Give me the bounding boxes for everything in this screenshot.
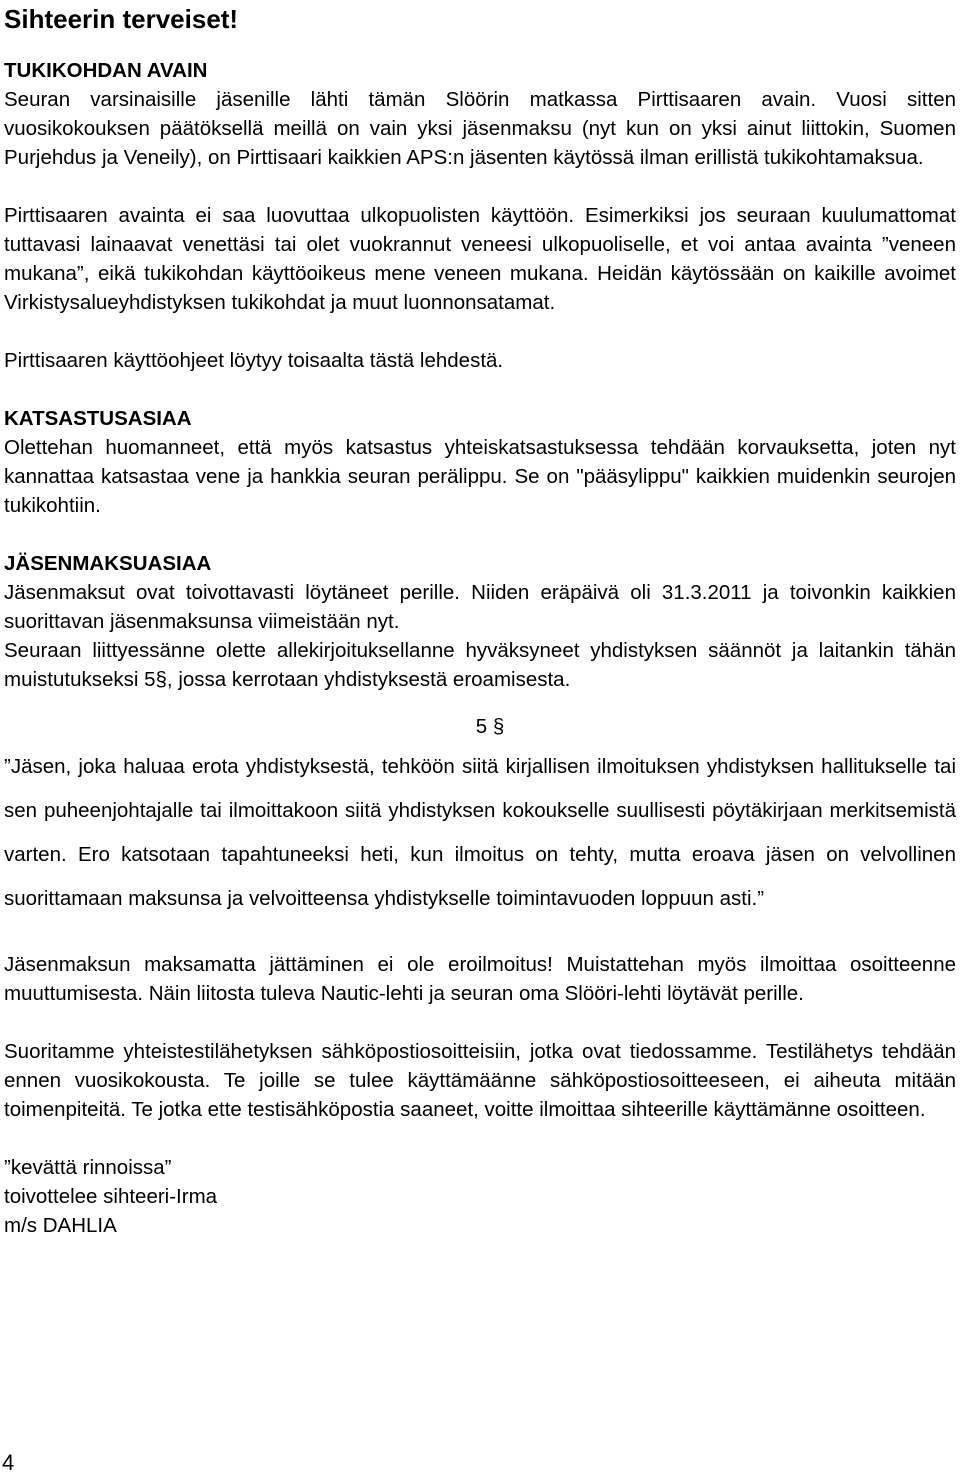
section-heading-katsastus: KATSASTUSASIAA (4, 407, 192, 430)
section-heading-jasenmaksu: JÄSENMAKSUASIAA (4, 552, 212, 575)
document-page (4, 0, 956, 1240)
spacer (4, 375, 956, 404)
spacer (4, 1124, 956, 1153)
paragraph: Seuran varsinaisille jäsenille lähti tämän Slöörin matkassa Pirttisaaren avain. Vuosi sitten vuosikokouksen päätöksellä meillä on vain yksi jäsenmaksu (nyt kun on yksi ainut liittokin, Suomen Purjehdus ja Veneily), on Pirttisaari kaikkien APS:n jäsenten käytössä ilman erillistä tukikohtamaksua. (4, 88, 956, 169)
paragraph: Pirttisaaren käyttöohjeet löytyy toisaalta tästä lehdestä. (4, 349, 504, 372)
spacer (4, 520, 956, 549)
spacer (4, 172, 956, 201)
paragraph: Pirttisaaren avainta ei saa luovuttaa ulkopuolisten käyttöön. Esimerkiksi jos seuraan kuulumattomat tuttavasi lainaavat venettäsi tai olet vuokrannut veneesi ulkopuoliselle, et voi antaa avainta ”veneen mukana”, eikä tukikohdan käyttöoikeus mene veneen mukana. Heidän käytössään on kaikille avoimet Virkistysalueyhdistyksen tukikohdat ja muut luonnonsatamat. (4, 204, 956, 314)
section-number: 5 § (475, 715, 505, 738)
paragraph: Seuraan liittyessänne olette allekirjoituksellanne hyväksyneet yhdistyksen säännöt ja laitankin tähän muistutukseksi 5§, jossa kerrotaan yhdistyksestä eroamisesta. (4, 639, 956, 691)
paragraph: Jäsenmaksun maksamatta jättäminen ei ole eroilmoitus! Muistattehan myös ilmoittaa osoitteenne muuttumisesta. Näin liitosta tuleva Nautic-lehti ja seuran oma Slööri-lehti löytävät perille. (4, 953, 956, 1005)
section-heading-tukikohta: TUKIKOHDAN AVAIN (4, 59, 208, 82)
spacer (4, 36, 956, 56)
spacer (4, 921, 956, 950)
signature-line: m/s DAHLIA (4, 1214, 117, 1237)
paragraph: Suoritamme yhteistestilähetyksen sähköpostiosoitteisiin, jotka ovat tiedossamme. Testilähetys tehdään ennen vuosikokousta. Te joille se tulee käyttämäänne sähköpostiosoitteeseen, ei aiheuta mitään toimenpiteitä. Te jotka ette testisähköpostia saaneet, voitte ilmoittaa sihteerille käyttämänne osoitteen. (4, 1040, 956, 1121)
page-number: 4 (2, 1450, 15, 1475)
page-title: Sihteerin terveiset! (4, 4, 239, 34)
signature-line: ”kevättä rinnoissa” (4, 1156, 172, 1179)
paragraph: Olettehan huomanneet, että myös katsastus yhteiskatsastuksessa tehdään korvauksetta, joten nyt kannattaa katsastaa vene ja hankkia seuran perälippu. Se on "pääsylippu" kaikkien muidenkin seurojen tukikohtiin. (4, 436, 956, 517)
paragraph: Jäsenmaksut ovat toivottavasti löytäneet perille. Niiden eräpäivä oli 31.3.2011 ja toivonkin kaikkien suorittavan jäsenmaksunsa viimeistään nyt. (4, 581, 956, 633)
spacer (4, 317, 956, 346)
spacer (4, 1008, 956, 1037)
rule-quote: ”Jäsen, joka haluaa erota yhdistyksestä, tehköön siitä kirjallisen ilmoituksen yhdistyksen hallitukselle tai sen puheenjohtajalle tai ilmoittakoon siitä yhdistyksen kokoukselle suullisesti pöytäkirjaan merkitsemistä varten. Ero katsotaan tapahtuneeksi heti, kun ilmoitus on tehty, mutta eroava jäsen on velvollinen suorittamaan maksunsa ja velvoitteensa yhdistykselle toimintavuoden loppuun asti.” (4, 755, 956, 910)
signature-line: toivottelee sihteeri-Irma (4, 1185, 218, 1208)
